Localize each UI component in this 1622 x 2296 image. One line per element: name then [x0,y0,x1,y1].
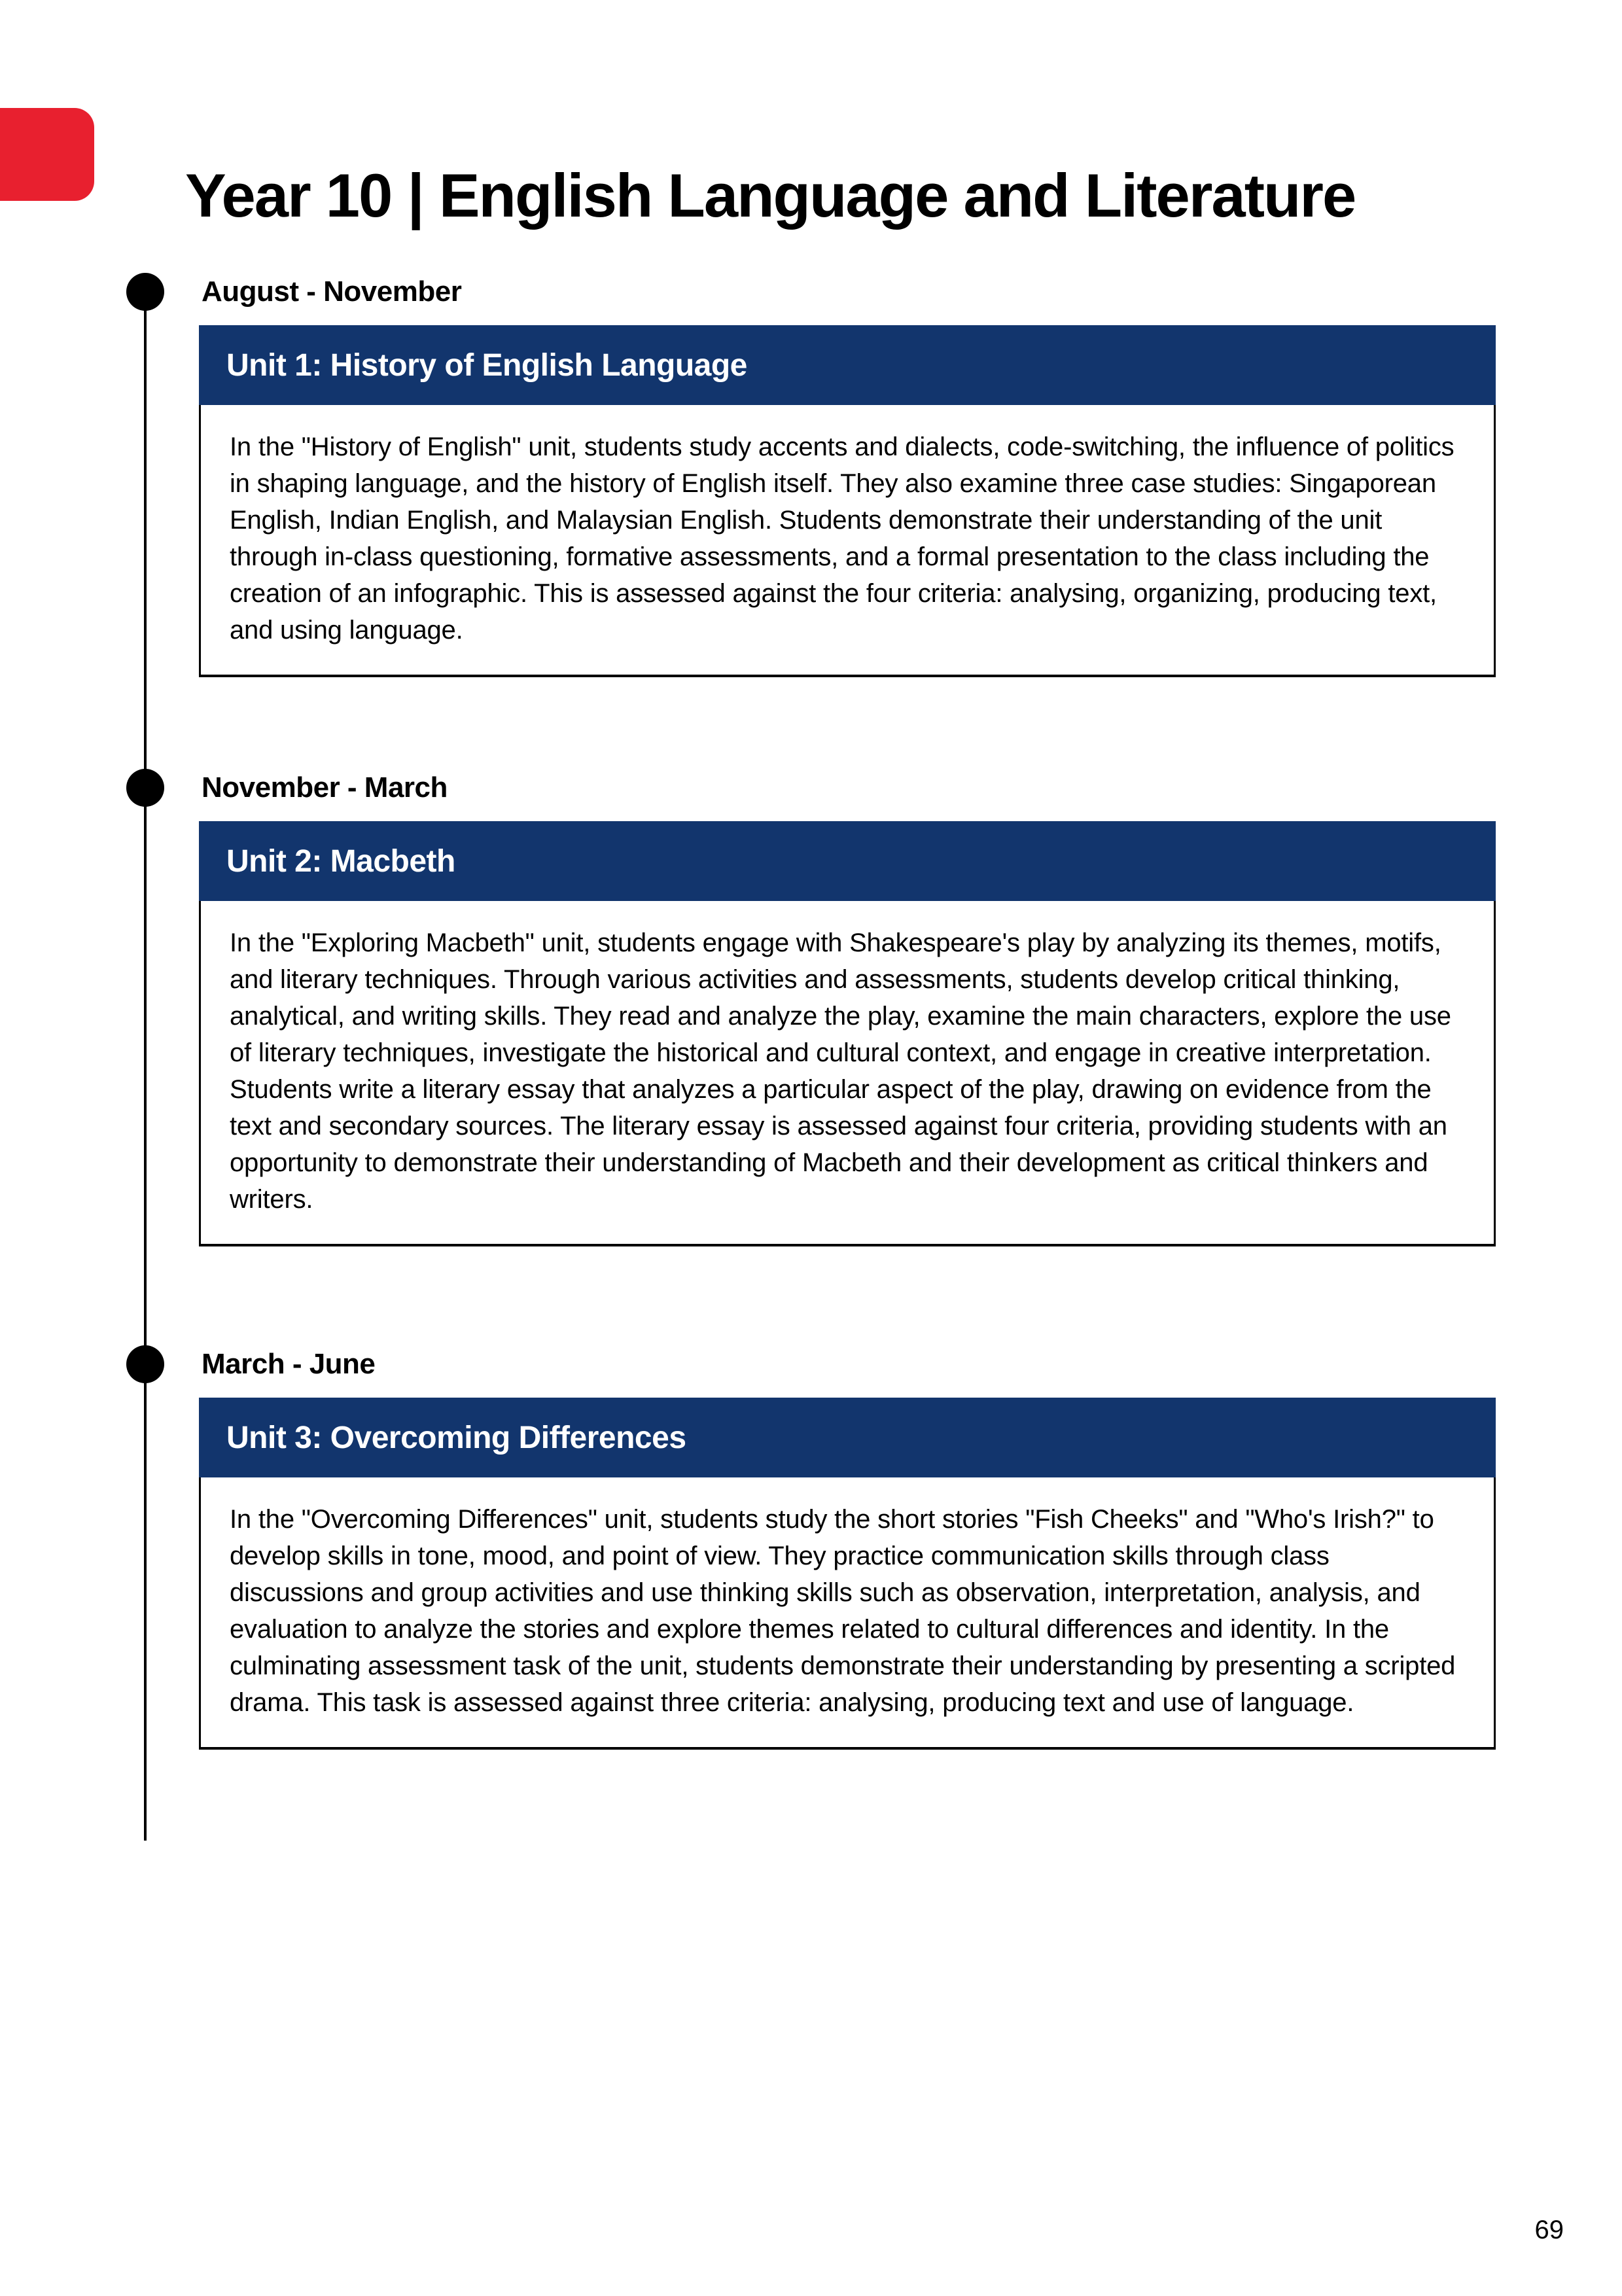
unit-description: In the "Exploring Macbeth" unit, students engage with Shakespeare's play by analyzing its themes, motifs, and literary techniques. Through various activities and assessments, students develop critical thinking, analytical, and writing skills. They read and analyze the play, examine the main characters, explore the use of literary techniques, investigate the historical and cultural context, and engage in creative interpretation. Students write a literary essay that analyzes a particular aspect of the play, drawing on evidence from the text and secondary sources. The literary essay is assessed against four criteria, providing students with an opportunity to demonstrate their understanding of Macbeth and their development as critical thinkers and writers. [230,928,1451,1214]
unit-header-bar [199,1398,1496,1477]
unit-title: Unit 3: Overcoming Differences [226,1420,686,1455]
unit-section-2 [199,769,1496,1246]
page-number: 69 [1534,2216,1564,2244]
timeline-dot-icon [126,1345,164,1383]
unit-description-box [199,901,1496,1246]
date-range-label: November - March [202,771,448,804]
date-range-label: March - June [202,1348,376,1380]
unit-title: Unit 1: History of English Language [226,347,747,383]
unit-description: In the "History of English" unit, students study accents and dialects, code-switching, the influence of politics in shaping language, and the history of English itself. They also examine three case studies: Singaporean English, Indian English, and Malaysian English. Students demonstrate their understanding of the unit through in-class questioning, formative assessments, and a formal presentation to the class including the creation of an infographic. This is assessed against the four criteria: analysing, organizing, producing text, and using language. [230,433,1455,645]
page-title: Year 10 | English Language and Literature [185,160,1356,230]
unit-header-bar [199,821,1496,901]
unit-title: Unit 2: Macbeth [226,843,455,879]
unit-header-bar [199,325,1496,405]
timeline-dot-icon [126,769,164,807]
timeline-line [144,292,147,1841]
timeline-dot-icon [126,273,164,311]
unit-description: In the "Overcoming Differences" unit, students study the short stories "Fish Cheeks" and "Who's Irish?" to develop skills in tone, mood, and point of view. They practice communication skills through class discussions and group activities and use thinking skills such as observation, interpretation, analysis, and evaluation to analyze the stories and explore themes related to cultural differences and identity. In the culminating assessment task of the unit, students demonstrate their understanding by presenting a scripted drama. This task is assessed against three criteria: analysing, producing text and use of language. [230,1505,1456,1717]
unit-section-1 [199,273,1496,677]
red-accent-tab [0,108,94,201]
date-range-label: August - November [202,275,462,308]
unit-description-box [199,1477,1496,1750]
unit-description-box [199,405,1496,677]
unit-section-3 [199,1345,1496,1750]
